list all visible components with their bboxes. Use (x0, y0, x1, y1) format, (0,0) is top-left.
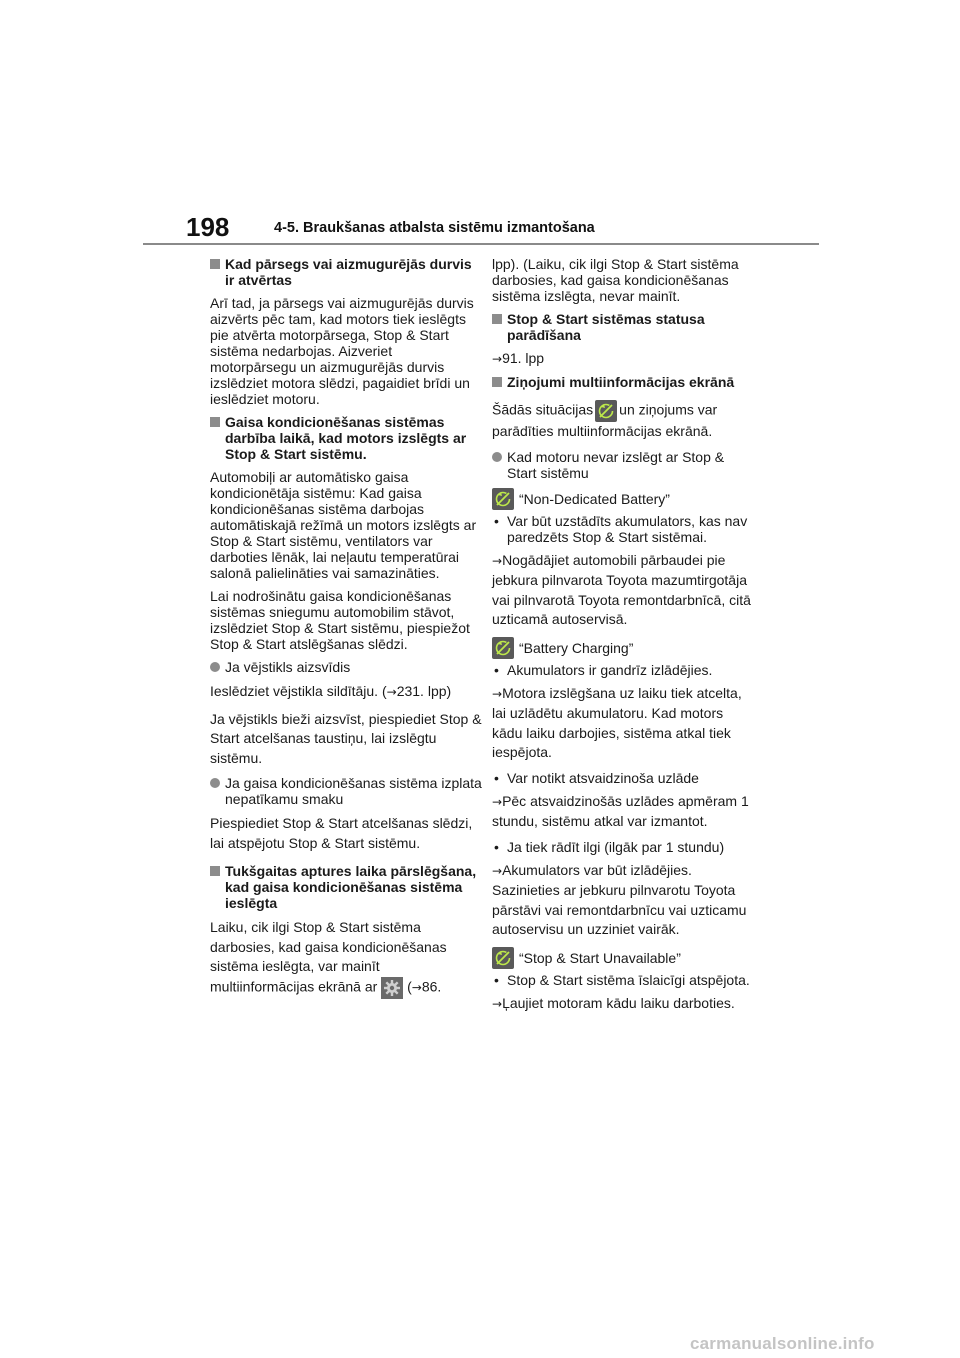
circle-bullet-icon (210, 662, 220, 672)
bullet-heading: Kad motoru nevar izslēgt ar Stop & Start sistēmu (492, 449, 754, 481)
paragraph: Ja vējstikls bieži aizsvīst, piespiediet Stop & Start atcelšanas taustiņu, lai izslēgtu sistēmu. (210, 710, 482, 766)
square-marker-icon (492, 314, 502, 324)
gear-icon (381, 977, 403, 999)
circle-bullet-icon (492, 452, 502, 462)
arrow-right-icon: → (492, 863, 503, 878)
chapter-title: 4-5. Braukšanas atbalsta sistēmu izmantošana (274, 220, 595, 236)
paragraph: →Nogādājiet automobili pārbaudei pie jebkura pilnvarota Toyota mazumtirgotāja vai pilnvarotā Toyota remontdarbnīcā, citā uzticamā autoservisā. (492, 551, 751, 627)
arrow-right-icon: → (492, 794, 503, 809)
paragraph: →Pēc atsvaidzinošās uzlādes apmēram 1 stundu, sistēmu atkal var izmantot. (492, 792, 749, 829)
list-item: • Stop & Start sistēma īslaicīgi atspējota. (494, 971, 750, 988)
paragraph: Arī tad, ja pārsegs vai aizmugurējās durvis aizvērts pēc tam, kad motors tiek ieslēgts pie atvērta motorpārsega, Stop & Start sistēma nedarbojas. Aizveriet motorpārsegu un aizmugurējās durvis izslēdziet motora slēdzi, pagaidiet brīdi un ieslēdziet motoru. (210, 295, 474, 407)
paragraph: →91. lpp (492, 350, 545, 366)
paragraph: Piespiediet Stop & Start atcelšanas slēdzi, lai atspējotu Stop & Start sistēmu. (210, 815, 473, 851)
square-marker-icon (210, 417, 220, 427)
bullet-heading: Ja vējstikls aizsvīdis (210, 659, 482, 675)
paragraph: →Ļaujiet motoram kādu laiku darboties. (492, 994, 735, 1011)
square-marker-icon (210, 259, 220, 269)
square-marker-icon (492, 377, 502, 387)
section-heading: Gaisa kondicionēšanas sistēmas darbība laikā, kad motors izslēgts ar Stop & Start sistēmu. (210, 414, 482, 462)
bullet-heading: Ja gaisa kondicionēšanas sistēma izplata nepatīkamu smaku (210, 775, 482, 807)
list-item: • Ja tiek rādīt ilgi (ilgāk par 1 stundu) (494, 838, 725, 855)
page-number: 198 (186, 212, 230, 242)
stop-start-indicator-icon (595, 400, 617, 422)
square-marker-icon (210, 866, 220, 876)
paragraph: →Akumulators var būt izlādējies. Sazinieties ar jebkuru pilnvarotu Toyota pārstāvi vai remontdarbnīcu vai uzticamu autoservisu un uzziniet vairāk. (492, 861, 747, 937)
right-column (492, 256, 754, 1021)
list-item: • Akumulators ir gandrīz izlādējies. (494, 661, 713, 678)
list-item: • Var būt uzstādīts akumulators, kas nav paredzēts Stop & Start sistēmai. (494, 512, 748, 545)
arrow-right-icon: → (492, 553, 503, 568)
paragraph: Šādās situācijas un ziņojums var parādīties multiinformācijas ekrānā. (492, 401, 718, 439)
left-column (210, 256, 482, 1006)
paragraph: Laiku, cik ilgi Stop & Start sistēma darbosies, kad gaisa kondicionēšanas sistēma ieslēgta, var mainīt multiinformācijas ekrānā ar (→86. (210, 918, 482, 999)
header-rule (143, 243, 819, 245)
arrow-right-icon: → (411, 980, 422, 995)
circle-bullet-icon (210, 778, 220, 788)
message-label: “Stop & Start Unavailable” (492, 947, 754, 969)
stop-start-indicator-icon (492, 947, 514, 969)
list-item: • Var notikt atsvaidzinoša uzlāde (494, 769, 699, 786)
section-heading: Stop & Start sistēmas statusa parādīšana (492, 311, 754, 343)
paragraph: Lai nodrošinātu gaisa kondicionēšanas sistēmas sniegumu automobilim stāvot, izslēdziet Stop & Start sistēmu, piespiežot Stop & Start atslēgšanas slēdzi. (210, 588, 470, 652)
stop-start-indicator-icon (492, 488, 514, 510)
paragraph: Ieslēdziet vējstikla sildītāju. (→231. lpp) (210, 683, 452, 699)
message-label: “Battery Charging” (492, 637, 754, 659)
paragraph: Automobiļi ar automātisko gaisa kondicionētāja sistēmu: Kad gaisa kondicionēšanas sistēma darbojas automātiskajā režīmā un motors izslēgts ar Stop & Start sistēmu, ventilators var darboties lēnāk, lai neļautu temperatūrai salonā palielināties vai samazināties. (210, 469, 477, 581)
message-label: “Non-Dedicated Battery” (492, 488, 754, 510)
stop-start-indicator-icon (492, 637, 514, 659)
section-heading: Kad pārsegs vai aizmugurējās durvis ir atvērtas (210, 256, 482, 288)
paragraph: lpp). (Laiku, cik ilgi Stop & Start sistēma darbosies, kad gaisa kondicionēšanas sistēma izslēgta, nevar mainīt. (492, 256, 739, 304)
section-heading: Tukšgaitas aptures laika pārslēgšana, kad gaisa kondicionēšanas sistēma ieslēgta (210, 863, 482, 911)
arrow-right-icon: → (492, 996, 503, 1011)
paragraph: →Motora izslēgšana uz laiku tiek atcelta, lai uzlādētu akumulatoru. Kad motors kādu laiku darbojies, sistēma atkal tiek iespējota. (492, 684, 742, 760)
arrow-right-icon: → (386, 685, 397, 699)
section-heading: Ziņojumi multiinformācijas ekrānā (492, 374, 754, 390)
watermark: carmanualsonline.info (690, 1334, 875, 1353)
arrow-right-icon: → (492, 352, 503, 366)
arrow-right-icon: → (492, 686, 503, 701)
